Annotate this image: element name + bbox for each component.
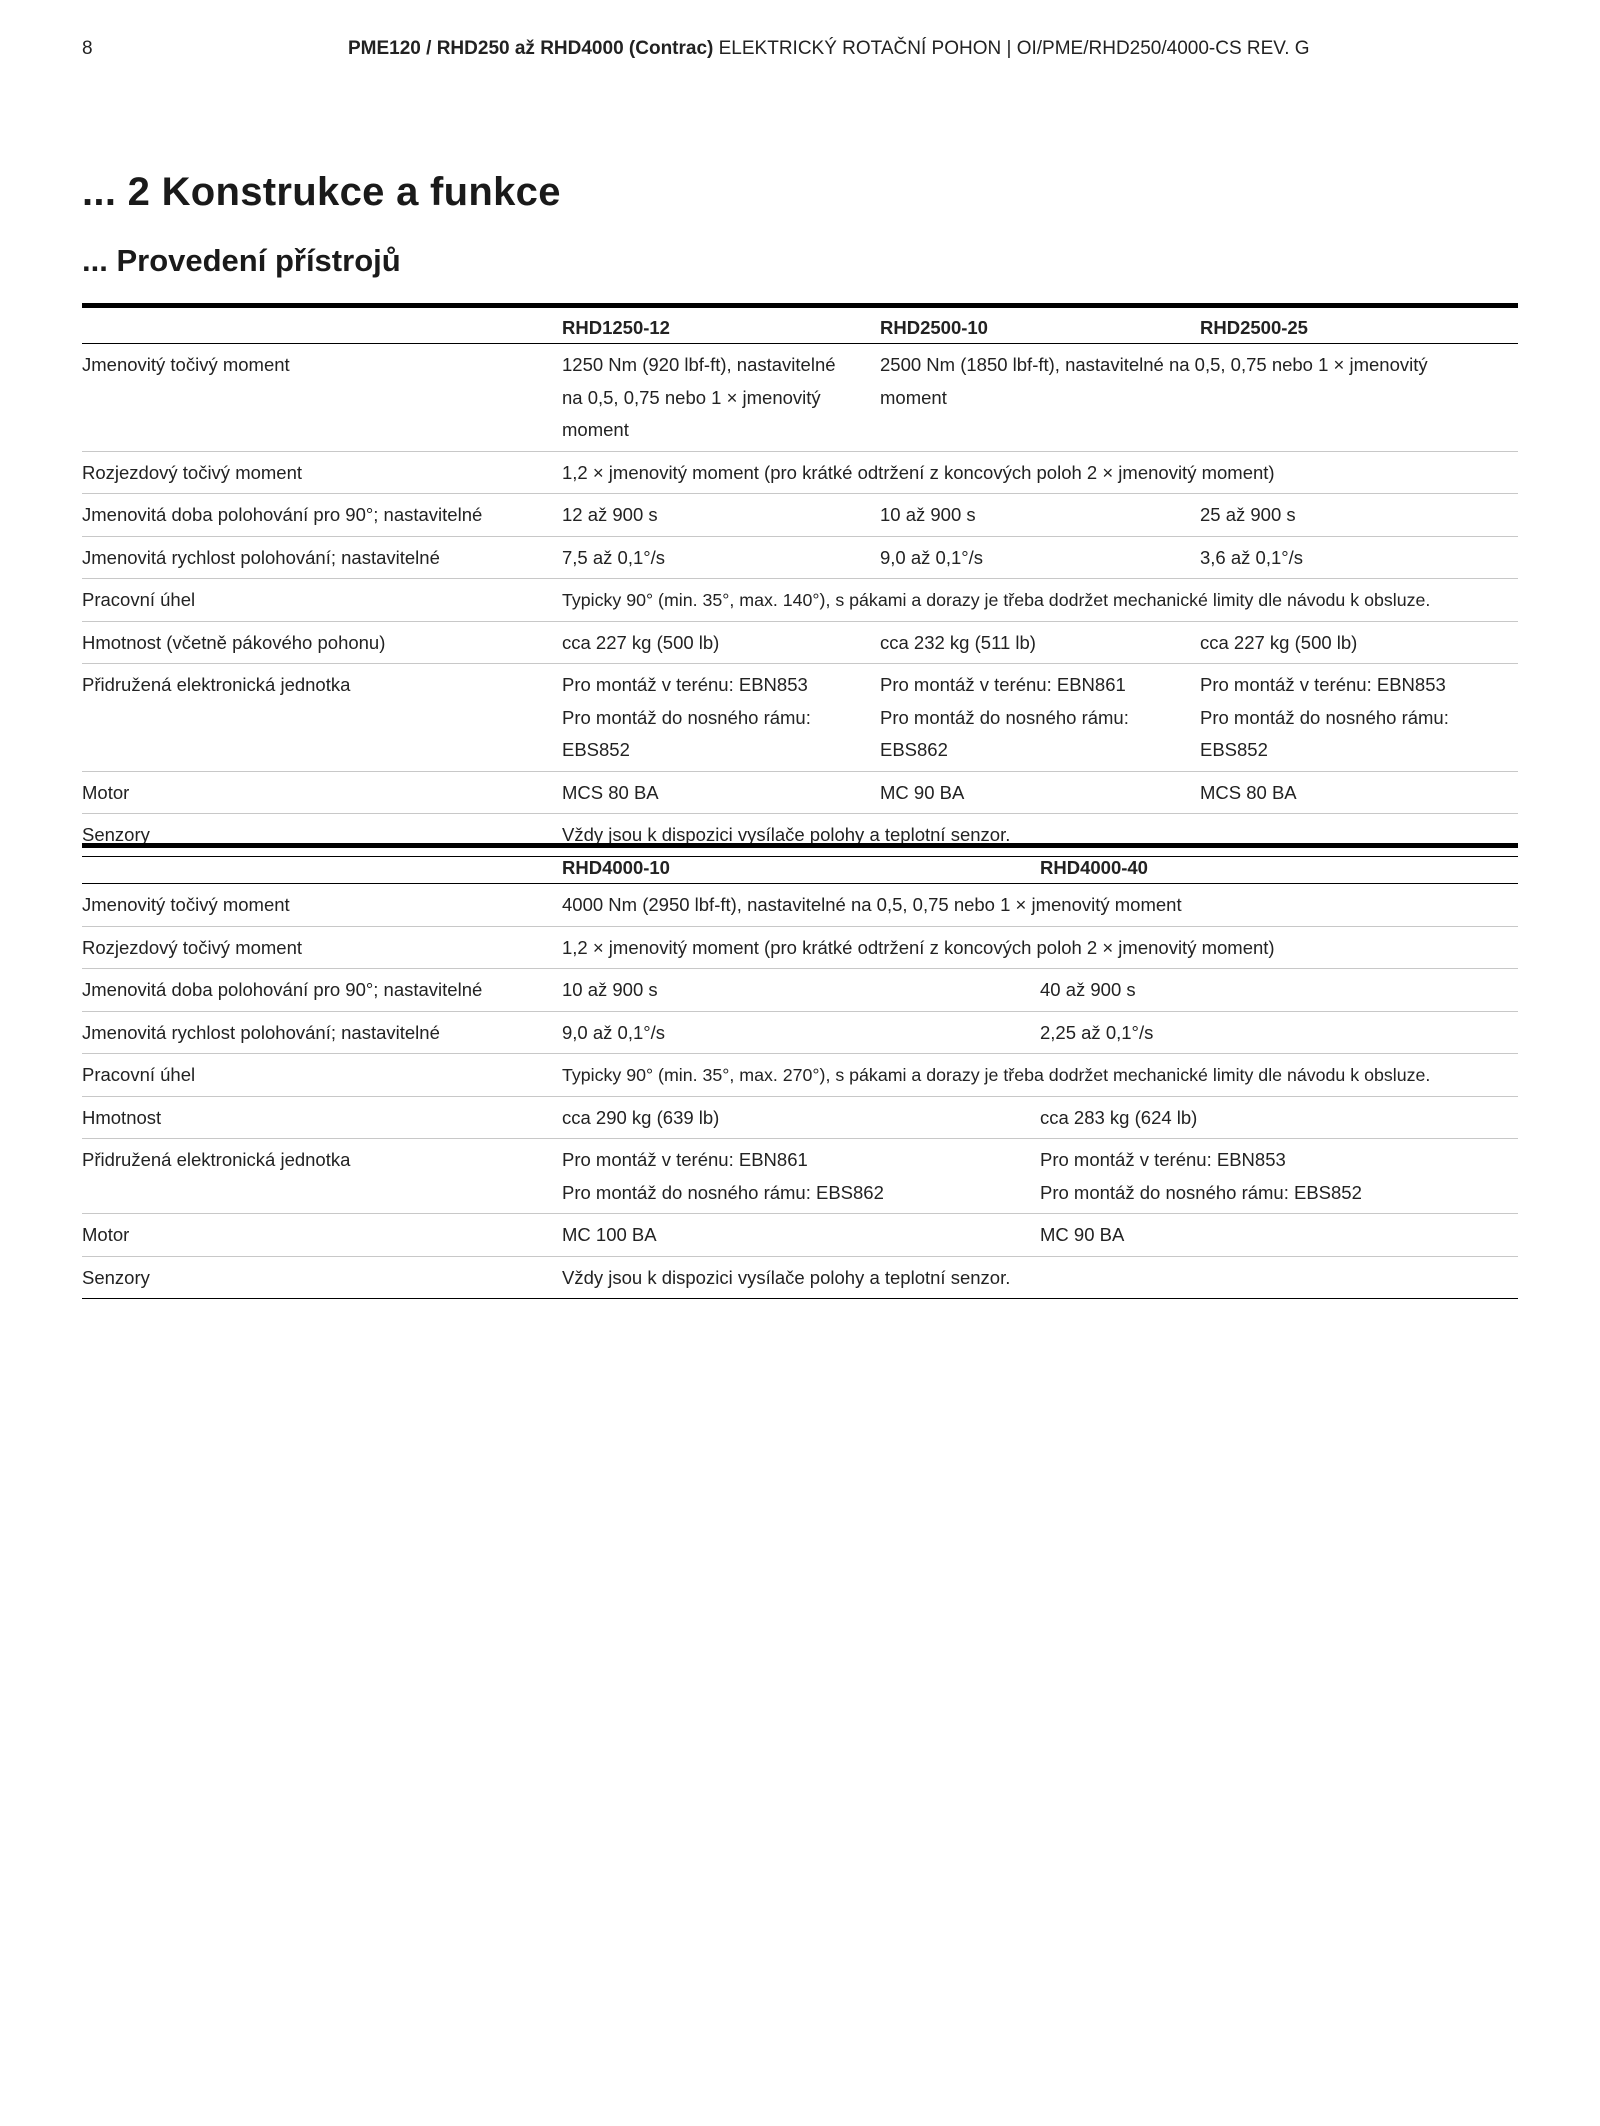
cell-line: moment [562, 419, 629, 440]
row-label: Rozjezdový točivý moment [82, 451, 562, 494]
cell-line: EBS852 [562, 739, 630, 760]
table-cell [880, 344, 1518, 452]
row-label: Senzory [82, 1256, 562, 1299]
table-cell: cca 290 kg (639 lb) [562, 1096, 1040, 1139]
table-cell [562, 344, 880, 452]
row-label: Jmenovitá rychlost polohování; nastavitelné [82, 536, 562, 579]
row-label: Rozjezdový točivý moment [82, 926, 562, 969]
subsection-heading: ... Provedení přístrojů [82, 243, 401, 278]
cell-line: moment [880, 386, 947, 408]
row-label: Motor [82, 771, 562, 814]
table-cell: 10 až 900 s [562, 969, 1040, 1012]
table-header-row [82, 306, 1518, 344]
cell-line: Pro montáž v terénu: EBN861 [880, 674, 1126, 695]
table-row [82, 664, 1518, 772]
table-cell: MCS 80 BA [1200, 771, 1518, 814]
table-row [82, 536, 1518, 579]
table-row [82, 1054, 1518, 1097]
table-cell: cca 227 kg (500 lb) [1200, 621, 1518, 664]
table-cell: MCS 80 BA [562, 771, 880, 814]
column-header [82, 306, 562, 344]
table-row [82, 344, 1518, 452]
table-row [82, 494, 1518, 537]
table-row [82, 1011, 1518, 1054]
table-row [82, 1214, 1518, 1257]
table-row [82, 771, 1518, 814]
column-header: RHD4000-10 [562, 846, 1040, 884]
spec-table-rhd4000 [82, 843, 1518, 1299]
document-title-rest: ELEKTRICKÝ ROTAČNÍ POHON | OI/PME/RHD250/4000-CS REV. G [713, 38, 1310, 59]
cell-line: 2500 Nm (1850 lbf-ft), nastavitelné na 0,5, 0,75 nebo 1 × jmenovitý [880, 354, 1428, 375]
table-row [82, 579, 1518, 622]
table-row [82, 969, 1518, 1012]
table-cell: Typicky 90° (min. 35°, max. 270°), s pákami a dorazy je třeba dodržet mechanické limity dle návodu k obsluze. [562, 1054, 1518, 1097]
cell-line: EBS852 [1200, 739, 1268, 760]
table-row [82, 1139, 1518, 1214]
table-row [82, 1096, 1518, 1139]
table-cell: cca 283 kg (624 lb) [1040, 1096, 1518, 1139]
table-cell [1200, 664, 1518, 772]
cell-line: Pro montáž v terénu: EBN853 [562, 674, 808, 695]
column-header: RHD2500-10 [880, 306, 1200, 344]
document-title-bold: PME120 / RHD250 až RHD4000 (Contrac) [348, 38, 714, 59]
row-label: Pracovní úhel [82, 579, 562, 622]
table-cell: 1,2 × jmenovitý moment (pro krátké odtržení z koncových poloh 2 × jmenovitý moment) [562, 451, 1518, 494]
table-row [82, 1256, 1518, 1299]
cell-line: Pro montáž do nosného rámu: EBS852 [1040, 1181, 1362, 1203]
cell-line: 1250 Nm (920 lbf-ft), nastavitelné [562, 354, 836, 375]
table-cell: 4000 Nm (2950 lbf-ft), nastavitelné na 0,5, 0,75 nebo 1 × jmenovitý moment [562, 884, 1518, 927]
cell-line: Pro montáž v terénu: EBN853 [1040, 1149, 1286, 1170]
cell-line: EBS862 [880, 739, 948, 760]
table-cell [562, 1139, 1040, 1214]
spec-table-rhd1250-2500 [82, 303, 1518, 857]
cell-line: Pro montáž v terénu: EBN861 [562, 1149, 808, 1170]
table-cell: MC 90 BA [880, 771, 1200, 814]
table-row [82, 621, 1518, 664]
row-label: Přidružená elektronická jednotka [82, 1139, 562, 1214]
section-heading: ... 2 Konstrukce a funkce [82, 170, 561, 214]
table-cell: 40 až 900 s [1040, 969, 1518, 1012]
table-cell: 12 až 900 s [562, 494, 880, 537]
table-cell [880, 664, 1200, 772]
column-header: RHD4000-40 [1040, 846, 1518, 884]
column-header: RHD1250-12 [562, 306, 880, 344]
row-label: Jmenovitý točivý moment [82, 884, 562, 927]
column-header: RHD2500-25 [1200, 306, 1518, 344]
table-row [82, 884, 1518, 927]
cell-line: Pro montáž v terénu: EBN853 [1200, 674, 1446, 695]
table-cell [1040, 1139, 1518, 1214]
table-cell: 2,25 až 0,1°/s [1040, 1011, 1518, 1054]
cell-line: Pro montáž do nosného rámu: [1200, 706, 1449, 728]
cell-line: Pro montáž do nosného rámu: [880, 706, 1129, 728]
table-cell: cca 227 kg (500 lb) [562, 621, 880, 664]
column-header [82, 846, 562, 884]
table-cell: 9,0 až 0,1°/s [880, 536, 1200, 579]
row-label: Jmenovitá doba polohování pro 90°; nastavitelné [82, 494, 562, 537]
table-cell: Vždy jsou k dispozici vysílače polohy a teplotní senzor. [562, 814, 1518, 857]
row-label: Jmenovitá rychlost polohování; nastavitelné [82, 1011, 562, 1054]
row-label: Hmotnost (včetně pákového pohonu) [82, 621, 562, 664]
row-label: Pracovní úhel [82, 1054, 562, 1097]
table-cell: Vždy jsou k dispozici vysílače polohy a teplotní senzor. [562, 1256, 1518, 1299]
page-number: 8 [82, 38, 93, 59]
table-cell [562, 664, 880, 772]
row-label: Motor [82, 1214, 562, 1257]
document-title [348, 36, 1310, 62]
table-header-row [82, 846, 1518, 884]
row-label: Přidružená elektronická jednotka [82, 664, 562, 772]
table-cell: 1,2 × jmenovitý moment (pro krátké odtržení z koncových poloh 2 × jmenovitý moment) [562, 926, 1518, 969]
table-cell: MC 100 BA [562, 1214, 1040, 1257]
table-cell: 25 až 900 s [1200, 494, 1518, 537]
row-label: Hmotnost [82, 1096, 562, 1139]
table-cell: 9,0 až 0,1°/s [562, 1011, 1040, 1054]
table-cell: Typicky 90° (min. 35°, max. 140°), s pákami a dorazy je třeba dodržet mechanické limity dle návodu k obsluze. [562, 579, 1518, 622]
table-row [82, 926, 1518, 969]
cell-line: na 0,5, 0,75 nebo 1 × jmenovitý [562, 386, 821, 408]
table-cell: MC 90 BA [1040, 1214, 1518, 1257]
row-label: Senzory [82, 814, 562, 857]
row-label: Jmenovitá doba polohování pro 90°; nastavitelné [82, 969, 562, 1012]
cell-line: Pro montáž do nosného rámu: [562, 706, 811, 728]
table-cell: 7,5 až 0,1°/s [562, 536, 880, 579]
cell-line: Pro montáž do nosného rámu: EBS862 [562, 1181, 884, 1203]
table-row [82, 451, 1518, 494]
row-label: Jmenovitý točivý moment [82, 344, 562, 452]
table-cell: cca 232 kg (511 lb) [880, 621, 1200, 664]
table-cell: 10 až 900 s [880, 494, 1200, 537]
table-cell: 3,6 až 0,1°/s [1200, 536, 1518, 579]
